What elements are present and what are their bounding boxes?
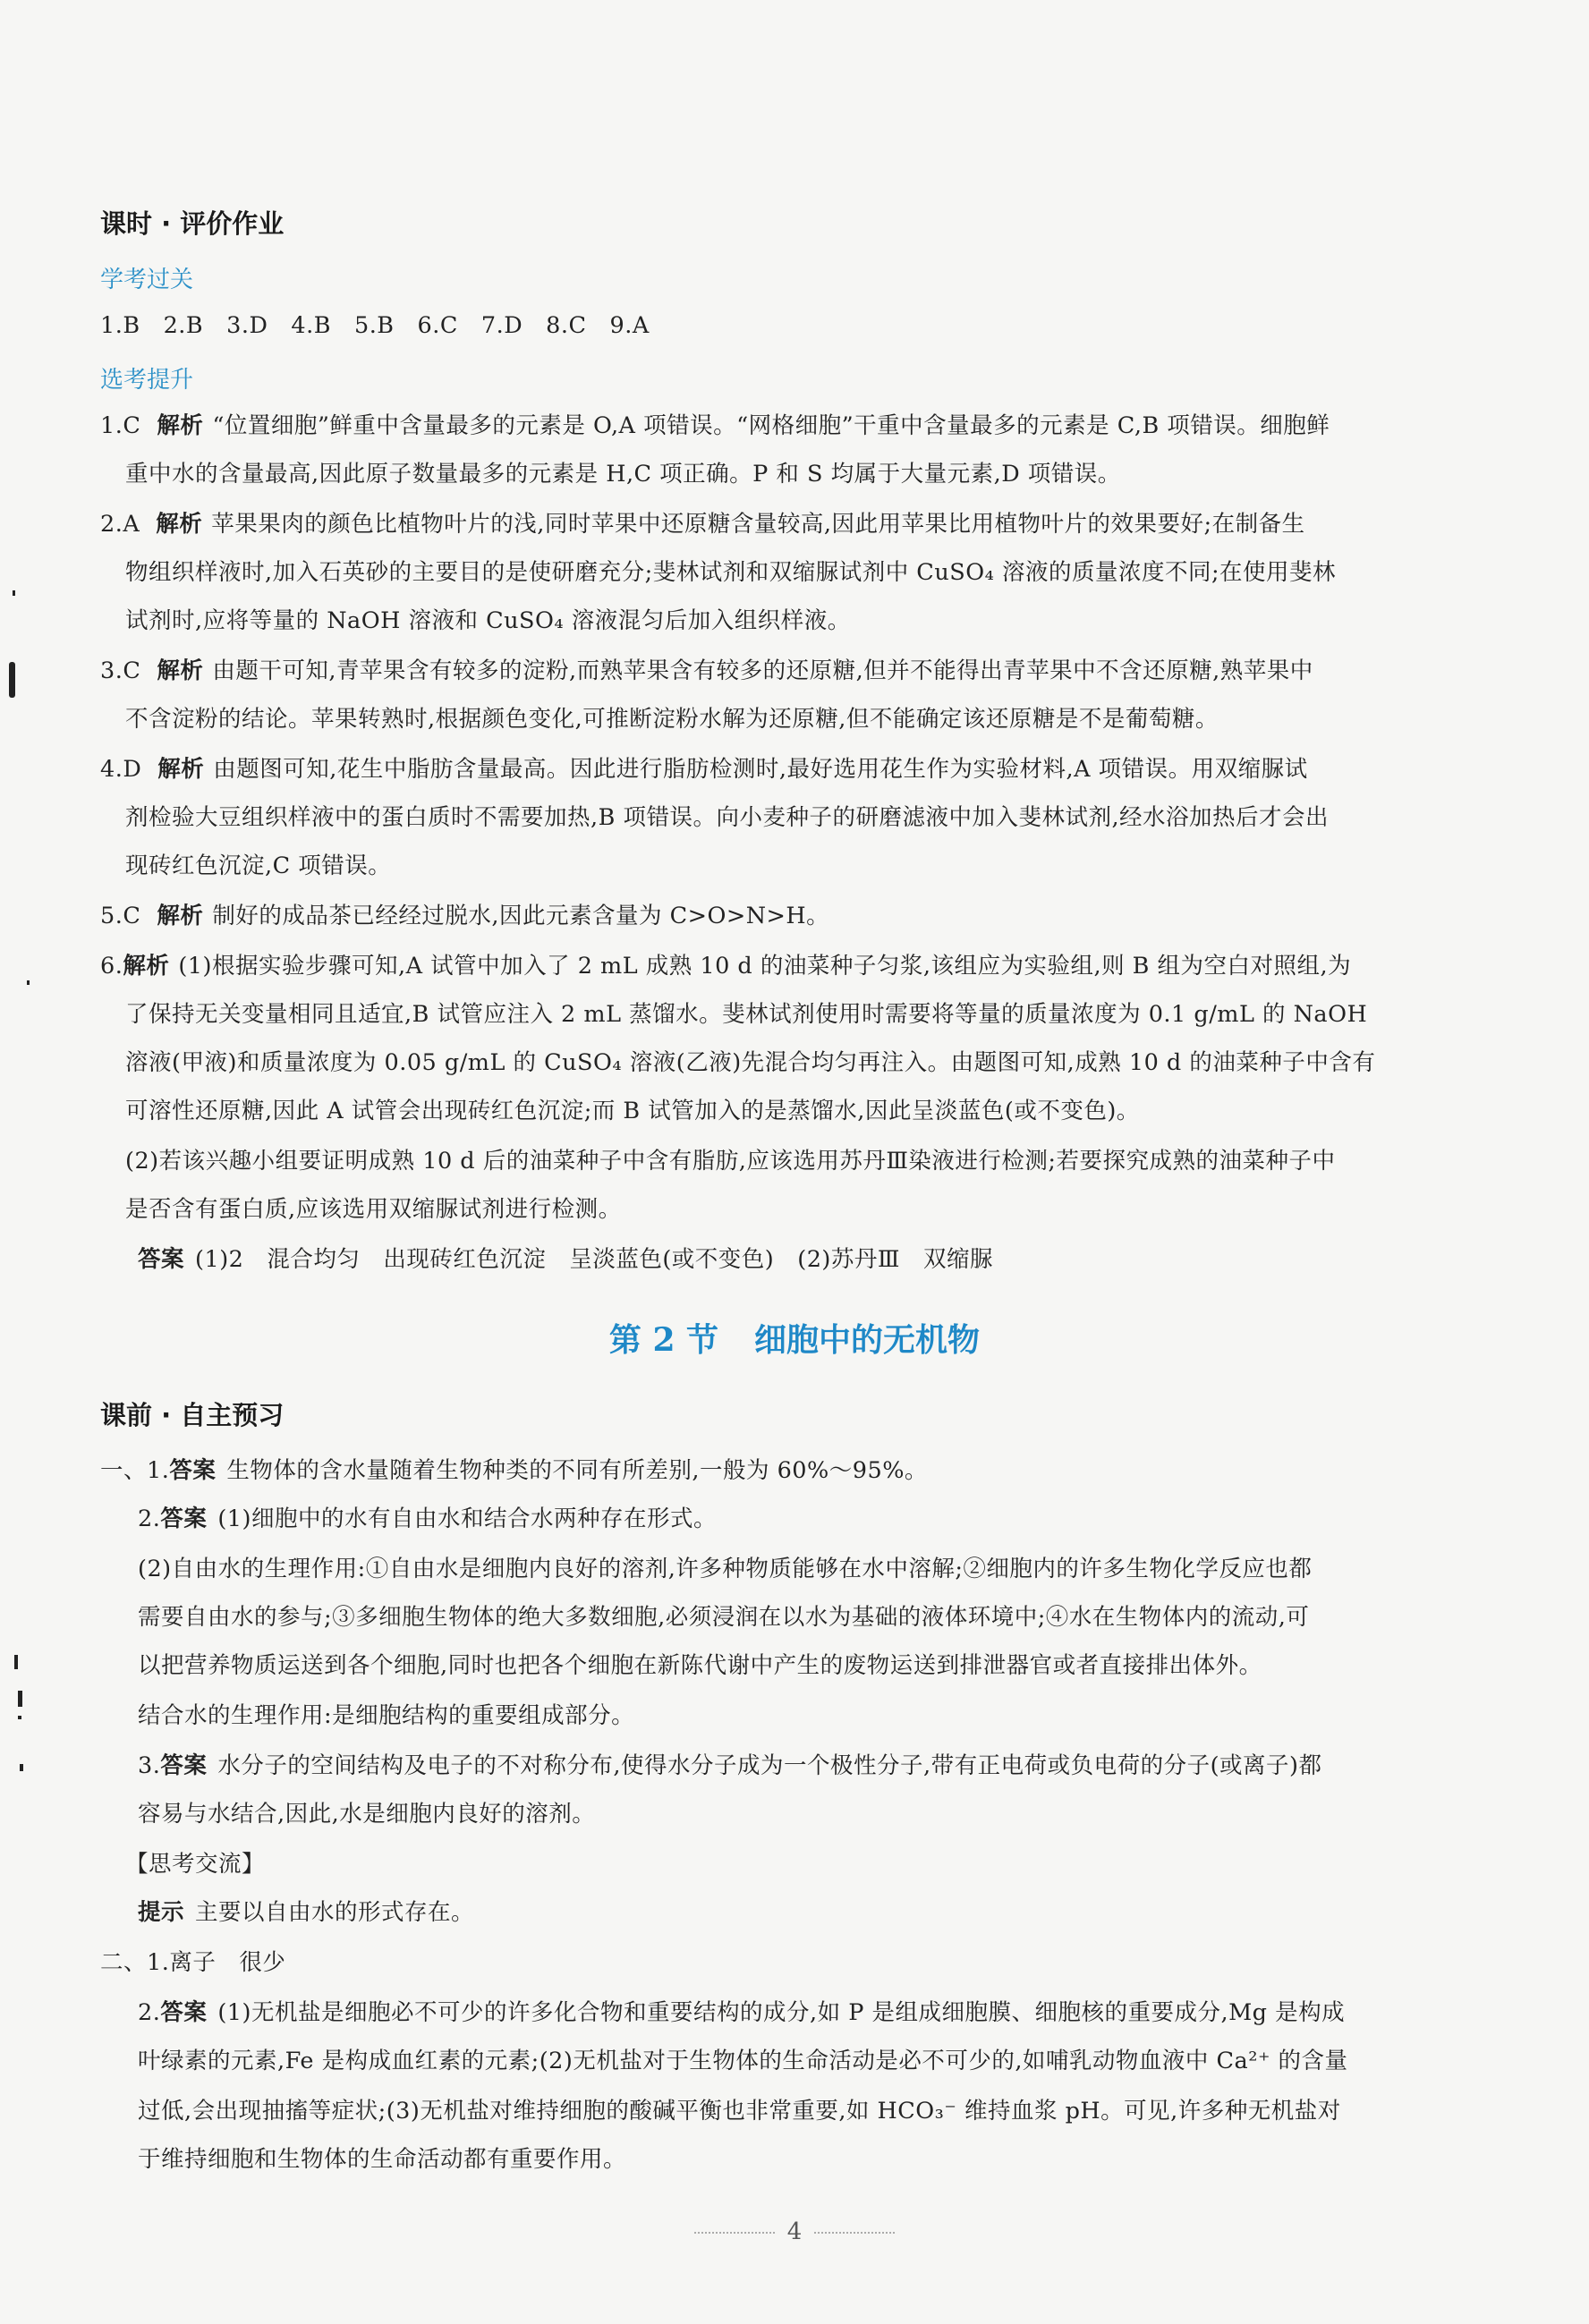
text-line: 溶液(甲液)和质量浓度为 0.05 g/mL 的 CuSO₄ 溶液(乙液)先混合均匀再注入。由题图可知,成熟 10 d 的油菜种子中含有 [125, 1049, 1376, 1076]
question-number: 1.C [100, 412, 141, 439]
text-line: 剂检验大豆组织样液中的蛋白质时不需要加热,B 项错误。向小麦种子的研磨滤液中加入斐林试剂,经水浴加热后才会出 [125, 804, 1330, 831]
subheading: 学考过关 [100, 267, 194, 293]
footer-divider [694, 2232, 775, 2234]
text-line: 现砖红色沉淀,C 项错误。 [125, 852, 392, 879]
answer-item [138, 1750, 1321, 1782]
text: (1)2 混合均匀 出现砖红色沉淀 呈淡蓝色(或不变色) (2)苏丹Ⅲ 双缩脲 [195, 1246, 993, 1273]
scan-mark [18, 1716, 21, 1719]
item-number: 2. [138, 1999, 161, 2026]
text-line: 了保持无关变量相同且适宜,B 试管应注入 2 mL 蒸馏水。斐林试剂使用时需要将等量的质量浓度为 0.1 g/mL 的 NaOH [125, 1001, 1368, 1028]
text-line: 需要自由水的参与;③多细胞生物体的绝大多数细胞,必须浸润在以水为基础的液体环境中;④水在生物体内的流动,可 [138, 1604, 1310, 1631]
text: 生物体的含水量随着生物种类的不同有所差别,一般为 60%～95%。 [226, 1457, 928, 1484]
page-footer [0, 2218, 1589, 2245]
answer-item [138, 1503, 717, 1535]
footer-divider [814, 2232, 895, 2234]
text-line: 试剂时,应将等量的 NaOH 溶液和 CuSO₄ 溶液混匀后加入组织样液。 [125, 607, 851, 634]
text: (1)细胞中的水有自由水和结合水两种存在形式。 [217, 1506, 717, 1532]
section-heading: 课前 · 自主预习 [100, 1400, 285, 1430]
scan-mark [14, 1655, 18, 1669]
answer-item: 二、1.离子 很少 [100, 1949, 286, 1976]
section-title [0, 1315, 1589, 1361]
question-3 [100, 655, 1313, 687]
question-6 [100, 950, 1351, 982]
scan-mark [18, 1691, 22, 1707]
analysis-label: 解析 [157, 657, 204, 684]
hint-label: 提示 [138, 1899, 185, 1926]
answer-label: 答案 [160, 1999, 208, 2026]
answer-label: 答案 [138, 1246, 185, 1273]
text: 由题干可知,青苹果含有较多的淀粉,而熟苹果含有较多的还原糖,但并不能得出青苹果中不含还原糖,熟苹果中 [212, 657, 1313, 684]
answer-item [138, 1997, 1345, 2029]
text-line: 结合水的生理作用:是细胞结构的重要组成部分。 [138, 1702, 635, 1729]
section-heading: 课时 · 评价作业 [100, 208, 285, 239]
hint-line [138, 1896, 474, 1929]
question-2 [100, 508, 1305, 540]
item-number: 3. [138, 1752, 161, 1779]
question-number: 6. [100, 953, 123, 980]
text: 水分子的空间结构及电子的不对称分布,使得水分子成为一个极性分子,带有正电荷或负电荷的分子(或离子)都 [217, 1752, 1322, 1779]
text: 由题图可知,花生中脂肪含量最高。因此进行脂肪检测时,最好选用花生作为实验材料,A 项错误。用双缩脲试 [213, 756, 1308, 783]
item-number: 2. [138, 1506, 161, 1532]
text: (1)无机盐是细胞必不可少的许多化合物和重要结构的成分,如 P 是组成细胞膜、细胞核的重要成分,Mg 是构成 [217, 1999, 1346, 2026]
text-line: 以把营养物质运送到各个细胞,同时也把各个细胞在新陈代谢中产生的废物运送到排泄器官或者直接排出体外。 [138, 1652, 1262, 1679]
think-heading: 【思考交流】 [125, 1851, 266, 1878]
text-line: 重中水的含量最高,因此原子数量最多的元素是 H,C 项正确。P 和 S 均属于大量元素,D 项错误。 [125, 461, 1121, 488]
text-line: (2)若该兴趣小组要证明成熟 10 d 后的油菜种子中含有脂肪,应该选用苏丹Ⅲ染液进行检测;若要探究成熟的油菜种子中 [125, 1148, 1336, 1175]
answer-list: 1.B 2.B 3.D 4.B 5.B 6.C 7.D 8.C 9.A [100, 312, 650, 339]
answer-line [138, 1243, 993, 1276]
answer-label: 答案 [160, 1752, 208, 1779]
text-line: 叶绿素的元素,Fe 是构成血红素的元素;(2)无机盐对于生物体的生命活动是必不可少的,如哺乳动物血液中 Ca²⁺ 的含量 [138, 2048, 1348, 2074]
analysis-label: 解析 [157, 412, 204, 439]
question-number: 4.D [100, 756, 142, 783]
analysis-label: 解析 [157, 903, 204, 929]
question-number: 2.A [100, 511, 140, 538]
text-line: 可溶性还原糖,因此 A 试管会出现砖红色沉淀;而 B 试管加入的是蒸馏水,因此呈淡蓝色(或不变色)。 [125, 1098, 1140, 1124]
question-4 [100, 753, 1308, 785]
question-number: 3.C [100, 657, 141, 684]
question-number: 5.C [100, 903, 141, 929]
question-1 [100, 410, 1330, 442]
analysis-label: 解析 [157, 756, 205, 783]
scan-mark [20, 1764, 23, 1771]
text: “位置细胞”鲜重中含量最多的元素是 O,A 项错误。“网格细胞”干重中含量最多的元素是 C,B 项错误。细胞鲜 [212, 412, 1330, 439]
answer-label: 答案 [160, 1506, 208, 1532]
page-number: 4 [786, 2218, 803, 2245]
item-number: 一、1. [100, 1457, 170, 1484]
text-line: 容易与水结合,因此,水是细胞内良好的溶剂。 [138, 1801, 596, 1828]
text-line: 物组织样液时,加入石英砂的主要目的是使研磨充分;斐林试剂和双缩脲试剂中 CuSO₄ 溶液的质量浓度不同;在使用斐林 [125, 559, 1337, 586]
text: (1)根据实验步骤可知,A 试管中加入了 2 mL 成熟 10 d 的油菜种子匀浆,该组应为实验组,则 B 组为空白对照组,为 [178, 953, 1352, 980]
analysis-label: 解析 [123, 953, 170, 980]
text: 苹果果肉的颜色比植物叶片的浅,同时苹果中还原糖含量较高,因此用苹果比用植物叶片的效果要好;在制备生 [211, 511, 1305, 538]
section-name: 细胞中的无机物 [754, 1321, 981, 1359]
answer-label: 答案 [169, 1457, 217, 1484]
text-line: 是否含有蛋白质,应该选用双缩脲试剂进行检测。 [125, 1196, 622, 1223]
scan-mark [9, 662, 15, 698]
section-number: 第 2 节 [608, 1321, 719, 1359]
text: 制好的成品茶已经经过脱水,因此元素含量为 C>O>N>H。 [212, 903, 830, 929]
scan-mark [13, 590, 15, 596]
text-line: 不含淀粉的结论。苹果转熟时,根据颜色变化,可推断淀粉水解为还原糖,但不能确定该还原糖是不是葡萄糖。 [125, 706, 1219, 733]
text-line: 过低,会出现抽搐等症状;(3)无机盐对维持细胞的酸碱平衡也非常重要,如 HCO₃⁻ 维持血浆 pH。可见,许多种无机盐对 [138, 2098, 1341, 2125]
question-5 [100, 900, 829, 932]
text-line: (2)自由水的生理作用:①自由水是细胞内良好的溶剂,许多种物质能够在水中溶解;②细胞内的许多生物化学反应也都 [138, 1556, 1313, 1582]
scan-mark [27, 980, 30, 985]
text: 主要以自由水的形式存在。 [195, 1899, 475, 1926]
analysis-label: 解析 [156, 511, 203, 538]
subheading: 选考提升 [100, 367, 194, 394]
answer-item [100, 1455, 928, 1487]
text-line: 于维持细胞和生物体的生命活动都有重要作用。 [138, 2146, 627, 2173]
